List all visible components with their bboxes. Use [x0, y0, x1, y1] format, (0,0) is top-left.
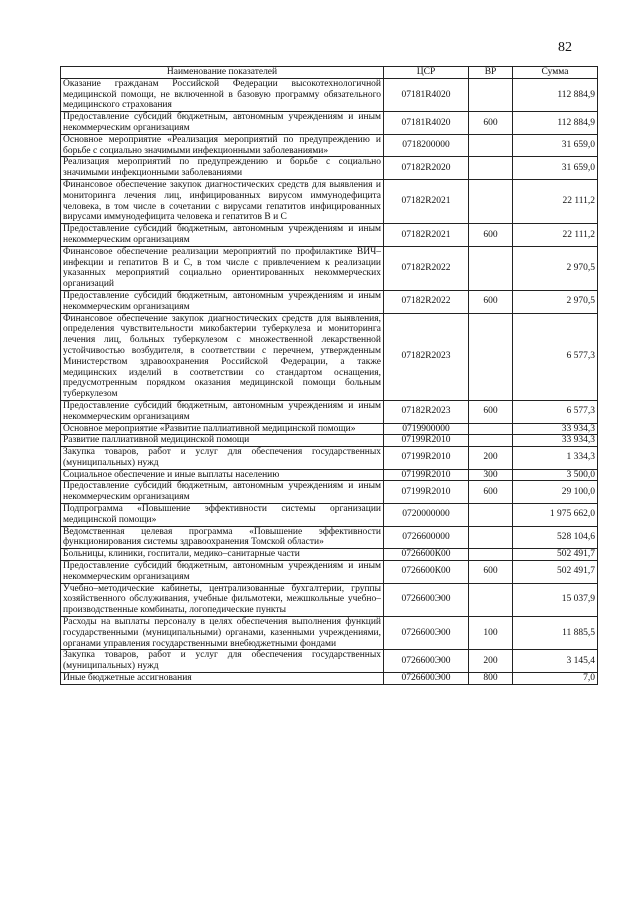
row-vr-cell: 200: [469, 650, 513, 673]
row-name-cell: Учебно–методические кабинеты, централизованные бухгалтерии, группы хозяйственного обслуживания, учебные фильмотеки, межшкольные учебно–производственные комбинаты, логопедические пункты: [61, 583, 384, 616]
row-sum-cell: 3 145,4: [513, 650, 598, 673]
row-sum-cell: 3 500,0: [513, 469, 598, 481]
row-sum-cell: 502 491,7: [513, 561, 598, 584]
row-name-cell: Расходы на выплаты персоналу в целях обеспечения выполнения функций государственными (муниципальными) органами, казенными учреждениями, органами управления государственными внебюджетными фондами: [61, 617, 384, 650]
row-csr-cell: 07182R2023: [384, 400, 469, 423]
row-sum-cell: 29 100,0: [513, 481, 598, 504]
table-row: [61, 400, 598, 423]
table-row: [61, 246, 598, 290]
row-sum-cell: 1 975 662,0: [513, 504, 598, 527]
row-sum-cell: 33 934,3: [513, 435, 598, 447]
row-vr-cell: [469, 157, 513, 180]
row-sum-cell: 33 934,3: [513, 423, 598, 435]
row-sum-cell: 11 885,5: [513, 617, 598, 650]
row-sum-cell: 502 491,7: [513, 549, 598, 561]
row-csr-cell: 07182R2021: [384, 179, 469, 223]
table-row: [61, 179, 598, 223]
row-name-cell: Предоставление субсидий бюджетным, автономным учреждениям и иным некоммерческим организациям: [61, 224, 384, 247]
row-name-cell: Больницы, клиники, госпитали, медико–санитарные части: [61, 549, 384, 561]
table-row: [61, 583, 598, 616]
row-csr-cell: 07181R4020: [384, 112, 469, 135]
page-number: 82: [558, 40, 572, 55]
row-vr-cell: [469, 179, 513, 223]
row-sum-cell: 6 577,3: [513, 313, 598, 400]
row-csr-cell: 07199R2010: [384, 481, 469, 504]
row-sum-cell: 2 970,5: [513, 290, 598, 313]
row-name-cell: Закупка товаров, работ и услуг для обеспечения государственных (муниципальных) нужд: [61, 447, 384, 470]
row-csr-cell: 0718200000: [384, 134, 469, 157]
row-csr-cell: 0726600Э00: [384, 673, 469, 685]
row-csr-cell: 07199R2010: [384, 435, 469, 447]
row-vr-cell: [469, 134, 513, 157]
row-csr-cell: 0726600Э00: [384, 617, 469, 650]
budget-table: [60, 66, 598, 685]
table-row: [61, 526, 598, 549]
row-vr-cell: [469, 583, 513, 616]
row-name-cell: Основное мероприятие «Развитие паллиативной медицинской помощи»: [61, 423, 384, 435]
table-row: [61, 673, 598, 685]
row-vr-cell: 100: [469, 617, 513, 650]
row-csr-cell: 0719900000: [384, 423, 469, 435]
table-row: [61, 561, 598, 584]
row-csr-cell: 07181R4020: [384, 78, 469, 111]
row-sum-cell: 7,0: [513, 673, 598, 685]
row-csr-cell: 0720000000: [384, 504, 469, 527]
row-name-cell: Финансовое обеспечение реализации мероприятий по профилактике ВИЧ–инфекции и гепатитов В и С, в том числе с привлечением к реализации указанных мероприятий социально ориентированных некоммерческих организаций: [61, 246, 384, 290]
header-vr: ВР: [469, 67, 513, 79]
row-csr-cell: 0726600Э00: [384, 650, 469, 673]
row-vr-cell: [469, 246, 513, 290]
row-csr-cell: 0726600Э00: [384, 583, 469, 616]
table-row: [61, 157, 598, 180]
row-vr-cell: 600: [469, 400, 513, 423]
row-csr-cell: 0726600000: [384, 526, 469, 549]
row-sum-cell: 112 884,9: [513, 112, 598, 135]
table-row: [61, 549, 598, 561]
row-name-cell: Иные бюджетные ассигнования: [61, 673, 384, 685]
row-csr-cell: 0726600К00: [384, 549, 469, 561]
row-sum-cell: 31 659,0: [513, 157, 598, 180]
row-vr-cell: 600: [469, 561, 513, 584]
row-csr-cell: 07182R2023: [384, 313, 469, 400]
row-vr-cell: [469, 435, 513, 447]
table-row: [61, 435, 598, 447]
table-row: [61, 313, 598, 400]
table-row: [61, 112, 598, 135]
row-vr-cell: [469, 549, 513, 561]
row-name-cell: Оказание гражданам Российской Федерации высокотехнологичной медицинской помощи, не включенной в базовую программу обязательного медицинского страхования: [61, 78, 384, 111]
table-row: [61, 617, 598, 650]
row-vr-cell: [469, 504, 513, 527]
row-csr-cell: 07182R2021: [384, 224, 469, 247]
row-sum-cell: 1 334,3: [513, 447, 598, 470]
row-vr-cell: 800: [469, 673, 513, 685]
header-csr: ЦСР: [384, 67, 469, 79]
row-name-cell: Подпрограмма «Повышение эффективности системы организации медицинской помощи»: [61, 504, 384, 527]
row-name-cell: Финансовое обеспечение закупок диагностических средств для выявления, определения чувствительности микобактерии туберкулеза и мониторинга лечения лиц, больных туберкулезом с множественной лекарственной устойчивостью возбудителя, в соответствии с перечнем, утвержденным Министерством здравоохранения Российской Федерации, а также медицинских изделий в соответствии со стандартом оснащения, предусмотренным порядком оказания медицинской помощи больным туберкулезом: [61, 313, 384, 400]
row-name-cell: Закупка товаров, работ и услуг для обеспечения государственных (муниципальных) нужд: [61, 650, 384, 673]
row-csr-cell: 07182R2020: [384, 157, 469, 180]
row-name-cell: Предоставление субсидий бюджетным, автономным учреждениям и иным некоммерческим организациям: [61, 112, 384, 135]
row-vr-cell: 600: [469, 224, 513, 247]
row-csr-cell: 07182R2022: [384, 246, 469, 290]
table-row: [61, 224, 598, 247]
row-vr-cell: 600: [469, 481, 513, 504]
row-name-cell: Ведомственная целевая программа «Повышение эффективности функционирования системы здравоохранения Томской области»: [61, 526, 384, 549]
table-header-row: [61, 67, 598, 79]
row-name-cell: Основное мероприятие «Реализация мероприятий по предупреждению и борьбе с социально значимыми инфекционными заболеваниями»: [61, 134, 384, 157]
row-sum-cell: 22 111,2: [513, 179, 598, 223]
table-row: [61, 290, 598, 313]
table-row: [61, 469, 598, 481]
table-row: [61, 423, 598, 435]
row-vr-cell: [469, 423, 513, 435]
row-vr-cell: [469, 526, 513, 549]
table-row: [61, 650, 598, 673]
row-name-cell: Предоставление субсидий бюджетным, автономным учреждениям и иным некоммерческим организациям: [61, 290, 384, 313]
row-sum-cell: 22 111,2: [513, 224, 598, 247]
table-row: [61, 447, 598, 470]
row-csr-cell: 07199R2010: [384, 447, 469, 470]
row-sum-cell: 15 037,9: [513, 583, 598, 616]
row-name-cell: Социальное обеспечение и иные выплаты населению: [61, 469, 384, 481]
row-name-cell: Финансовое обеспечение закупок диагностических средств для выявления и мониторинга лечения лиц, инфицированных вирусом иммунодефицита человека, в том числе в сочетании с вирусами гепатитов инфицированных вирусами иммунодефицита человека и гепатитов В и С: [61, 179, 384, 223]
table-row: [61, 481, 598, 504]
row-sum-cell: 528 104,6: [513, 526, 598, 549]
row-csr-cell: 07199R2010: [384, 469, 469, 481]
row-name-cell: Предоставление субсидий бюджетным, автономным учреждениям и иным некоммерческим организациям: [61, 400, 384, 423]
table-row: [61, 78, 598, 111]
row-sum-cell: 6 577,3: [513, 400, 598, 423]
row-sum-cell: 112 884,9: [513, 78, 598, 111]
row-name-cell: Развитие паллиативной медицинской помощи: [61, 435, 384, 447]
row-csr-cell: 0726600К00: [384, 561, 469, 584]
row-name-cell: Предоставление субсидий бюджетным, автономным учреждениям и иным некоммерческим организациям: [61, 481, 384, 504]
row-vr-cell: 600: [469, 112, 513, 135]
row-sum-cell: 31 659,0: [513, 134, 598, 157]
row-sum-cell: 2 970,5: [513, 246, 598, 290]
row-vr-cell: [469, 313, 513, 400]
row-vr-cell: 200: [469, 447, 513, 470]
table-row: [61, 134, 598, 157]
row-name-cell: Реализация мероприятий по предупреждению и борьбе с социально значимыми инфекционными заболеваниями: [61, 157, 384, 180]
row-vr-cell: 300: [469, 469, 513, 481]
table-row: [61, 504, 598, 527]
row-csr-cell: 07182R2022: [384, 290, 469, 313]
header-name: Наименование показателей: [61, 67, 384, 79]
row-vr-cell: [469, 78, 513, 111]
row-name-cell: Предоставление субсидий бюджетным, автономным учреждениям и иным некоммерческим организациям: [61, 561, 384, 584]
row-vr-cell: 600: [469, 290, 513, 313]
header-sum: Сумма: [513, 67, 598, 79]
